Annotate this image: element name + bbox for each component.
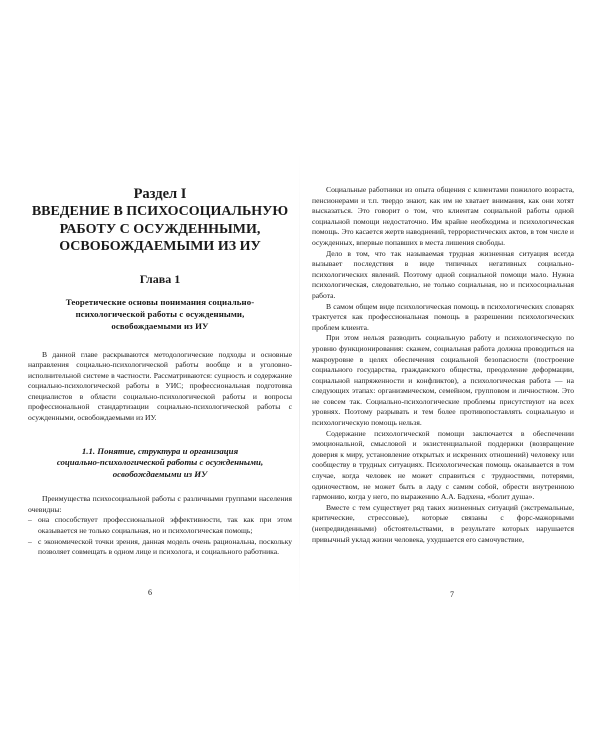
intro-paragraph: В данной главе раскрываются методологические подходы и основные направления социально-психологической работы вообще и в уголовно-исполнительной системе в частности. Рассматриваются: сущность и содержание социально-психологической работы в УИС; профессиональная подготовка специалистов в области социально-психологической работы и вопросы профессиональной стандартизации социально-психологической работы с осужденными, освобождаемыми из ИУ. [28, 349, 292, 423]
page-number-right: 7 [450, 590, 454, 599]
section-title: Раздел I [133, 186, 187, 202]
subsection-title [28, 446, 292, 481]
chapter-subtitle [28, 296, 292, 332]
advantages-list [28, 515, 292, 557]
left-page-content [28, 185, 292, 558]
subsection-title-line: освобождаемыми из ИУ [112, 468, 208, 479]
paragraph: Социальные работники из опыта общения с клиентами пожилого возраста, пенсионерами и т.п. твердо знают, как им не хватает внимания, как они хотят высказаться. Это говорит о том, что клиентам социальной работы одной социальной помощи недостаточно. Им крайне необходима и психологическая помощь. Это касается жертв наводнений, террористических актов, в том числе и осужденных, впервые попавших в места лишения свободы. [312, 185, 574, 247]
list-item: – с экономической точки зрения, данная модель очень рациональна, поскольку позволяет совмещать в одном лице и психолога, и социального работника. [28, 537, 292, 558]
page-number-left: 6 [148, 588, 152, 597]
paragraph: Содержание психологической помощи заключается в обеспечении эмоциональной, смысловой и экзистенциальной поддержки (возвращение доверия к миру, установление открытых и искренних отношений) человеку или сообществу в трудных ситуациях. Психологическая помощь оказывается в том случае, когда человек не может справиться с трудностями, потерями, одиночеством, не может быть в ладу с самим собой, обрести внутреннюю гармонию, когда у него, по выражению А.А. Бадхена, «болит душа». [312, 428, 574, 502]
part-title-line: ОСВОБОЖДАЕМЫМИ ИЗ ИУ [59, 239, 261, 254]
paragraph: В самом общем виде психологическая помощь в психологических словарях трактуется как профессиональная помощь в разрешении психологических проблем клиента. [312, 301, 574, 332]
paragraph: При этом нельзя разводить социальную работу и психологическую по уровню функционирования: скажем, социальная работа должна проводиться на макроуровне в целях обеспечения социальной безопасности (построение социального государства, гражданского общества, преодоление деформации, социальной напряженности и конфликтов), а психологическая работа — на следующих этапах: организмическом, семейном, групповом и личностном. Это не совсем так. Социально-психологические проблемы присутствуют на всех уровнях. Поэтому разрывать и тем более противопоставлять социальную и психологическую помощь нельзя. [312, 333, 574, 428]
right-page-content [312, 185, 574, 545]
paragraph: Вместе с тем существует ряд таких жизненных ситуаций (экстремальные, критические, стрессовые), которые связаны с форс-мажорными (непредвиденными) обстоятельствами, в результате которых нарушается привычный уклад жизни человека, ухудшается его самочувствие, [312, 502, 574, 544]
part-title [28, 203, 292, 256]
part-title-line: РАБОТУ С ОСУЖДЕННЫМИ, [59, 221, 261, 237]
paragraph: Дело в том, что так называемая трудная жизненная ситуация всегда вызывает последствия в виде типичных негативных социально-психологических явлений. Поэтому одной социальной помощи мало. Нужна психологическая, следовательно, не только социальная, но и психосоциальная работа. [312, 248, 574, 300]
subsection-title-line: 1.1. Понятие, структура и организация [81, 445, 239, 456]
list-item: – она способствует профессиональной эффективности, так как при этом оказывается не только социальная, но и психологическая помощь; [28, 515, 292, 536]
chapter-subtitle-line: Теоретические основы понимания социально- [65, 296, 255, 307]
chapter-subtitle-line: освобождаемыми из ИУ [111, 320, 209, 331]
chapter-title: Глава 1 [139, 271, 181, 286]
advantages-intro: Преимущества психосоциальной работы с различными группами населения очевидны: [28, 494, 292, 514]
right-page [300, 0, 600, 750]
subsection-title-line: социально-психологической работы с осужденными, [56, 457, 264, 468]
part-title-line: ВВЕДЕНИЕ В ПСИХОСОЦИАЛЬНУЮ [31, 204, 289, 219]
chapter-subtitle-line: психологической работы с осужденными, [75, 308, 245, 319]
